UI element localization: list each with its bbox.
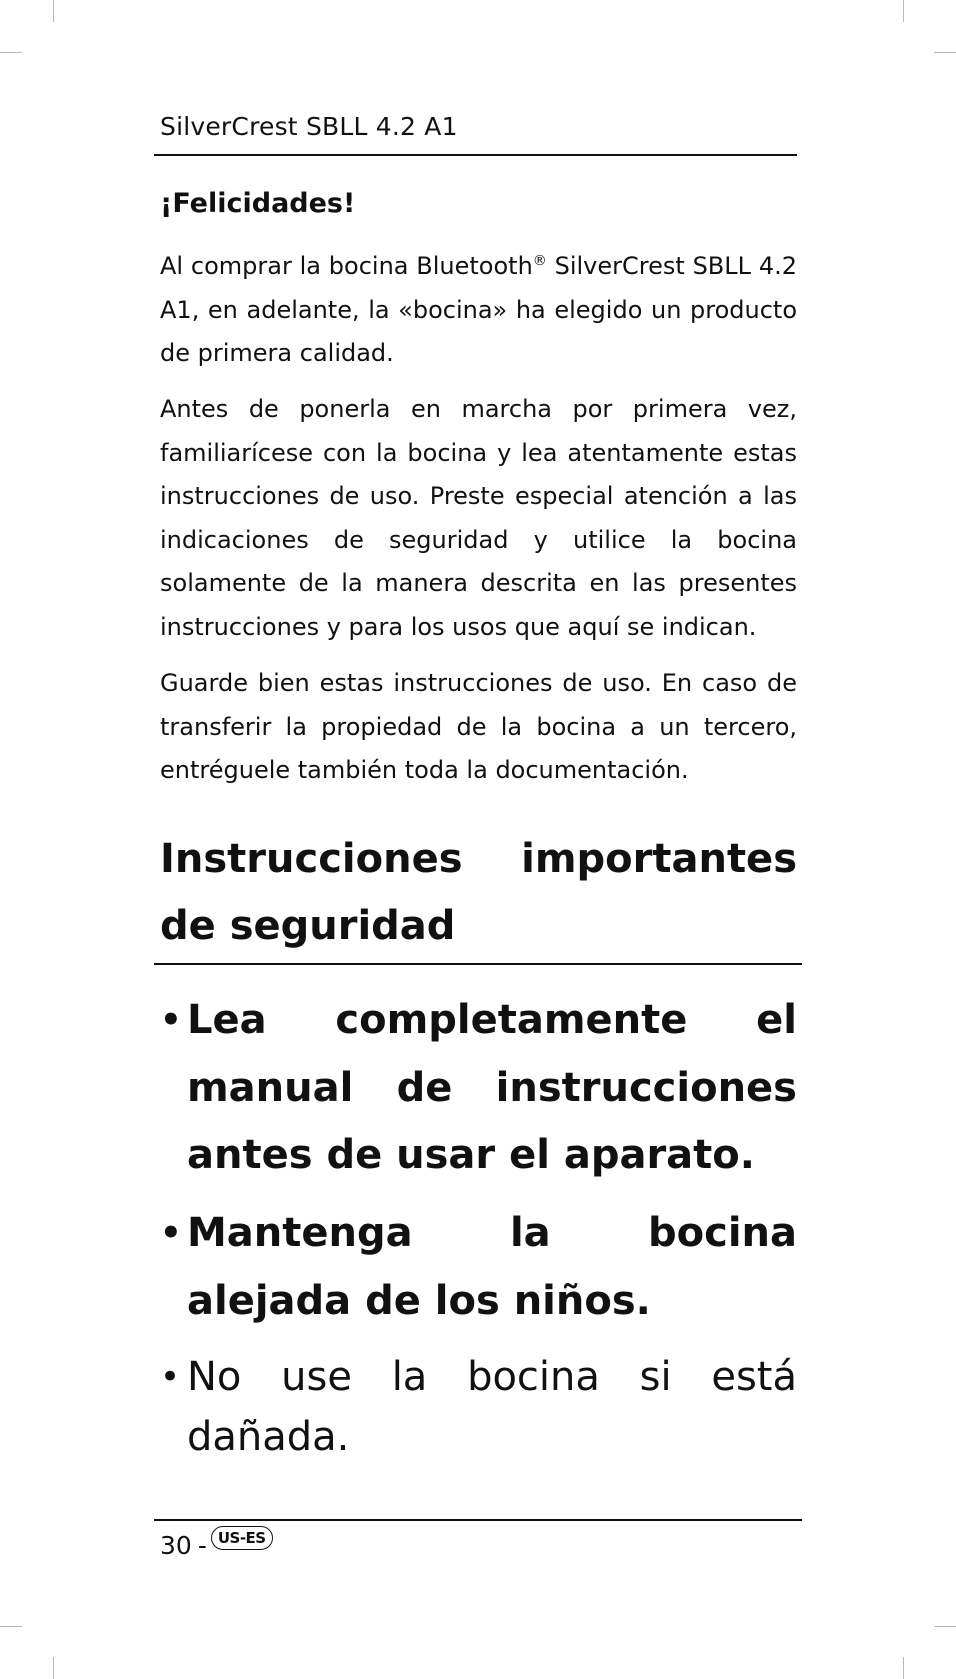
registered-mark: ® [532,253,547,269]
section-title: Instrucciones importantes de seguridad [160,836,797,949]
crop-mark [53,1657,54,1679]
crop-mark [903,1657,904,1679]
page-number: 30 [160,1531,192,1560]
crop-mark [0,52,22,53]
crop-mark [934,52,956,53]
header-divider [154,154,797,156]
footer-separator: - [197,1531,207,1560]
locale-badge: US-ES [211,1526,273,1550]
crop-mark [0,1626,22,1627]
footer-divider [154,1519,802,1521]
bullet-dot: • [160,1000,182,1040]
crop-mark [934,1626,956,1627]
intro-paragraph-1: Al comprar la bocina Bluetooth® SilverCrest SBLL 4.2 A1, en adelante, la «bocina» ha elegido un producto de primera calidad. [160,252,797,367]
page-footer [160,1528,273,1560]
bullet-item [160,1347,797,1467]
crop-mark [53,0,54,22]
crop-mark [903,0,904,22]
bullet-dot: • [160,1213,182,1253]
bullet-text: No use la bocina si está dañada. [187,1354,797,1460]
intro-paragraph-2: Antes de ponerla en marcha por primera vez, familiarícese con la bocina y lea atentamente estas instrucciones de uso. Preste especial atención a las indicaciones de seguridad y utilice la bocina solamente de la manera descrita en las presentes instrucciones y para los usos que aquí se indican. [160,395,797,641]
bullet-text: Lea completamente el manual de instrucciones antes de usar el aparato. [187,997,797,1178]
intro-paragraph-3: Guarde bien estas instrucciones de uso. En caso de transferir la propiedad de la bocina a un tercero, entréguele también toda la documentación. [160,669,797,784]
bullet-dot: • [160,1357,181,1397]
running-header: SilverCrest SBLL 4.2 A1 [160,112,458,141]
bullet-item [160,987,797,1190]
bullet-text: Mantenga la bocina alejada de los niños. [187,1210,797,1324]
bullet-item [160,1200,797,1335]
intro-heading: ¡Felicidades! [160,188,356,219]
section-divider [154,963,802,965]
